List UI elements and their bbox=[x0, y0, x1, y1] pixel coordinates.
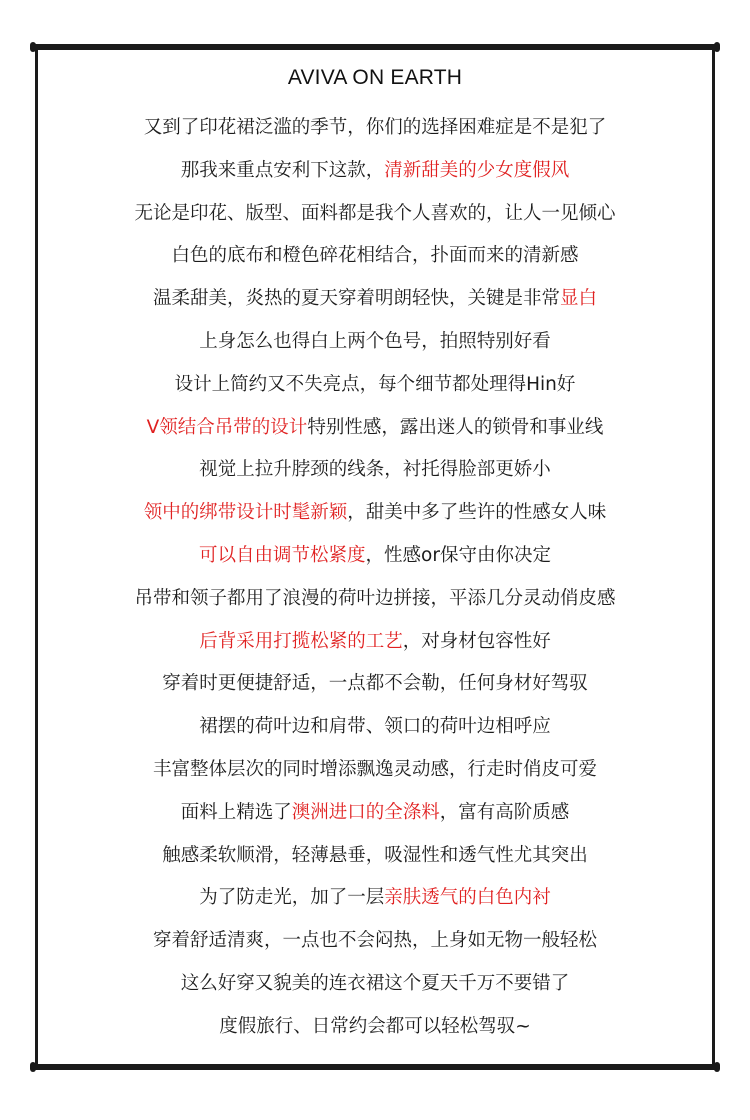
body-text: 温柔甜美，炎热的夏天穿着明朗轻快，关键是非常 bbox=[152, 288, 560, 310]
body-text: ，性感or保守由你决定 bbox=[365, 544, 551, 566]
text-line-7 bbox=[40, 364, 710, 407]
body-text: 触感柔软顺滑，轻薄悬垂，吸湿性和透气性尤其突出 bbox=[162, 844, 588, 866]
body-text: 穿着时更便捷舒适，一点都不会勒，任何身材好驾驭 bbox=[162, 673, 588, 695]
highlight-text: 澳洲进口的全涤料 bbox=[291, 801, 440, 823]
highlight-text: 可以自由调节松紧度 bbox=[199, 544, 366, 566]
text-line-8 bbox=[40, 407, 710, 450]
text-line-1 bbox=[40, 107, 710, 150]
body-text: 上身怎么也得白上两个色号，拍照特别好看 bbox=[199, 330, 551, 352]
body-text: 穿着舒适清爽，一点也不会闷热，上身如无物一般轻松 bbox=[152, 930, 597, 952]
frame-bottom-bar bbox=[32, 1064, 718, 1070]
text-line-2 bbox=[40, 150, 710, 193]
body-text: ，对身材包容性好 bbox=[402, 630, 551, 652]
text-line-11 bbox=[40, 535, 710, 578]
text-line-10 bbox=[40, 492, 710, 535]
frame-top-bar bbox=[32, 44, 718, 50]
text-line-12 bbox=[40, 578, 710, 621]
text-line-16 bbox=[40, 749, 710, 792]
text-line-18 bbox=[40, 835, 710, 878]
body-text: 丰富整体层次的同时增添飘逸灵动感，行走时俏皮可爱 bbox=[152, 758, 597, 780]
highlight-text: 清新甜美的少女度假风 bbox=[384, 159, 570, 181]
body-text: 这么好穿又貌美的连衣裙这个夏天千万不要错了 bbox=[180, 972, 570, 994]
text-line-20 bbox=[40, 920, 710, 963]
description-lines bbox=[40, 107, 710, 1049]
text-line-5 bbox=[40, 278, 710, 321]
text-line-22 bbox=[40, 1006, 710, 1049]
highlight-text: 亲肤透气的白色内衬 bbox=[384, 887, 551, 909]
highlight-text: V领结合吊带的设计 bbox=[146, 416, 308, 438]
body-text: 设计上简约又不失亮点，每个细节都处理得Hin好 bbox=[174, 373, 576, 395]
body-text: 视觉上拉升脖颈的线条，衬托得脸部更娇小 bbox=[199, 459, 551, 481]
highlight-text: 显白 bbox=[560, 288, 598, 310]
body-text: 那我来重点安利下这款， bbox=[180, 159, 385, 181]
body-text: 无论是印花、版型、面料都是我个人喜欢的，让人一见倾心 bbox=[134, 202, 616, 224]
text-line-14 bbox=[40, 663, 710, 706]
highlight-text: 后背采用打揽松紧的工艺 bbox=[199, 630, 403, 652]
text-line-6 bbox=[40, 321, 710, 364]
text-line-15 bbox=[40, 706, 710, 749]
body-text: 面料上精选了 bbox=[180, 801, 292, 823]
text-line-3 bbox=[40, 193, 710, 236]
text-line-4 bbox=[40, 235, 710, 278]
body-text: 特别性感，露出迷人的锁骨和事业线 bbox=[307, 416, 604, 438]
body-text: 裙摆的荷叶边和肩带、领口的荷叶边相呼应 bbox=[199, 716, 551, 738]
body-text: ，甜美中多了些许的性感女人味 bbox=[347, 502, 607, 524]
body-text: 为了防走光，加了一层 bbox=[199, 887, 385, 909]
text-line-21 bbox=[40, 963, 710, 1006]
text-line-19 bbox=[40, 877, 710, 920]
text-line-9 bbox=[40, 449, 710, 492]
text-line-13 bbox=[40, 621, 710, 664]
body-text: 吊带和领子都用了浪漫的荷叶边拼接，平添几分灵动俏皮感 bbox=[134, 587, 616, 609]
body-text: 白色的底布和橙色碎花相结合，扑面而来的清新感 bbox=[171, 245, 579, 267]
text-line-17 bbox=[40, 792, 710, 835]
highlight-text: 领中的绑带设计时髦新颖 bbox=[143, 502, 348, 524]
page-title: AVIVA ON EARTH bbox=[287, 66, 463, 89]
body-text: 度假旅行、日常约会都可以轻松驾驭~ bbox=[219, 1015, 531, 1037]
body-text: ，富有高阶质感 bbox=[439, 801, 570, 823]
body-text: 又到了印花裙泛滥的季节，你们的选择困难症是不是犯了 bbox=[143, 117, 607, 138]
